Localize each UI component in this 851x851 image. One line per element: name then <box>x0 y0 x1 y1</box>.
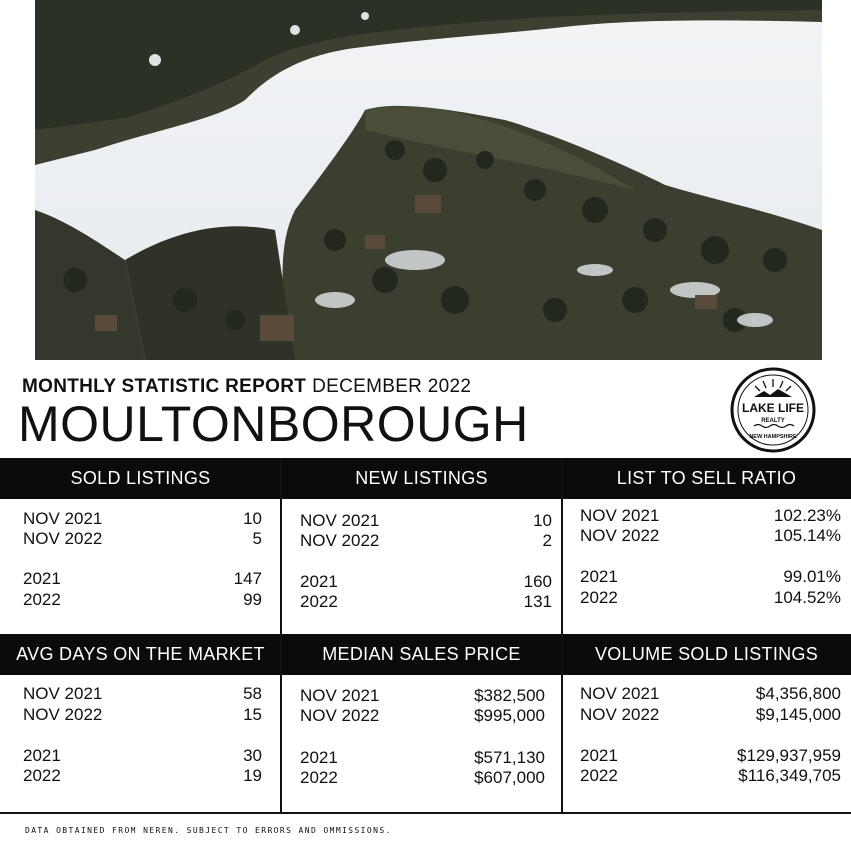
lake-life-realty-logo <box>730 367 816 453</box>
panel-title-volume-sold: VOLUME SOLD LISTINGS <box>594 644 819 664</box>
panel-title-avg-days: AVG DAYS ON THE MARKET <box>16 644 265 664</box>
grid-bottom-line <box>0 812 851 814</box>
report-month: DECEMBER 2022 <box>312 376 472 397</box>
town-name: MOULTONBOROUGH <box>18 396 529 452</box>
grid-divider <box>280 458 282 814</box>
disclaimer: DATA OBTAINED FROM NEREN. SUBJECT TO ERRORS AND OMMISSIONS. <box>25 826 392 835</box>
logo-line2: REALTY <box>761 418 785 424</box>
report-title: MONTHLY STATISTIC REPORT <box>22 376 307 397</box>
logo-line3: NEW HAMPSHIRE <box>749 434 797 440</box>
header-band-top <box>0 458 851 499</box>
grid-divider <box>561 458 563 814</box>
header-band-bottom <box>0 634 851 675</box>
logo-line1: LAKE LIFE <box>742 401 804 415</box>
report-title-line <box>22 376 471 398</box>
panel-title-list-to-sell-ratio: LIST TO SELL RATIO <box>616 468 797 488</box>
panel-title-median-price: MEDIAN SALES PRICE <box>322 644 521 664</box>
panel-title-new-listings: NEW LISTINGS <box>355 468 488 488</box>
panel-title-sold-listings: SOLD LISTINGS <box>70 468 211 488</box>
aerial-lake-photo <box>35 0 822 360</box>
